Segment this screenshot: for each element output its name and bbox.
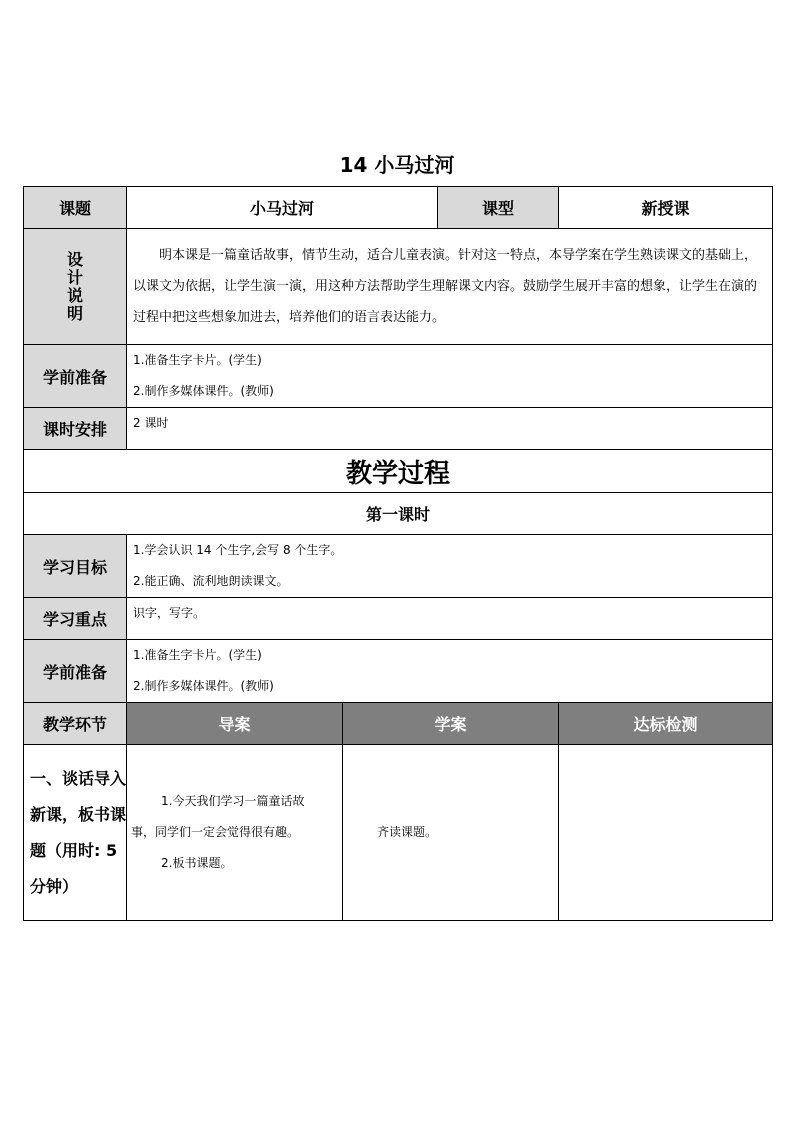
prep2-item: 1.准备生字卡片。(学生): [133, 648, 262, 662]
type-value: 新授课: [559, 187, 773, 229]
design-label-cell: [24, 229, 127, 345]
process-title: 教学过程: [24, 450, 773, 493]
step1-guide-line: 2.板书课题。: [161, 856, 233, 870]
step1-check: [559, 745, 773, 921]
goal-item: 2.能正确、流利地朗读课文。: [133, 574, 289, 588]
step1-guide-line: 1.今天我们学习一篇童话故: [161, 794, 305, 808]
step1-guide: [127, 745, 343, 921]
col-header-study: 学案: [343, 703, 559, 745]
goals-label: 学习目标: [24, 535, 127, 598]
topic-value: 小马过河: [127, 187, 438, 229]
prep2-label: 学前准备: [24, 640, 127, 703]
prep1-label: 学前准备: [24, 345, 127, 408]
focus-label: 学习重点: [24, 598, 127, 640]
col-header-guide: 导案: [127, 703, 343, 745]
prep2-items: [127, 640, 773, 703]
step1-guide-line: 事，同学们一定会觉得很有趣。: [131, 825, 300, 839]
prep2-item: 2.制作多媒体课件。(教师): [133, 679, 274, 693]
document-title: 14 小马过河: [339, 153, 455, 177]
goal-item: 1.学会认识 14 个生字,会写 8 个生字。: [133, 543, 343, 557]
focus-value: 识字，写字。: [127, 598, 773, 640]
col-header-stage: 教学环节: [24, 703, 127, 745]
lesson-plan-table: [23, 186, 773, 921]
type-label: 课型: [438, 187, 559, 229]
prep1-item: 1.准备生字卡片。(学生): [133, 353, 262, 367]
goals-items: [127, 535, 773, 598]
prep1-item: 2.制作多媒体课件。(教师): [133, 384, 274, 398]
step1-stage: 一、谈话导入新课，板书课题（用时: 5 分钟）: [24, 745, 127, 921]
prep1-items: [127, 345, 773, 408]
step1-study: 齐读课题。: [343, 745, 559, 921]
topic-label: 课题: [24, 187, 127, 229]
design-text: 明本课是一篇童话故事，情节生动，适合儿童表演。针对这一特点，本导学案在学生熟读课文的基础上，以课文为依据，让学生演一演，用这种方法帮助学生理解课文内容。鼓励学生展开丰富的想象，让学生在演的过程中把这些想象加进去，培养他们的语言表达能力。: [127, 229, 773, 345]
col-header-check: 达标检测: [559, 703, 773, 745]
lesson-title: 第一课时: [24, 493, 773, 535]
design-label: 设 计 说 明: [66, 249, 83, 323]
schedule-value: 2 课时: [127, 408, 773, 450]
schedule-label: 课时安排: [24, 408, 127, 450]
